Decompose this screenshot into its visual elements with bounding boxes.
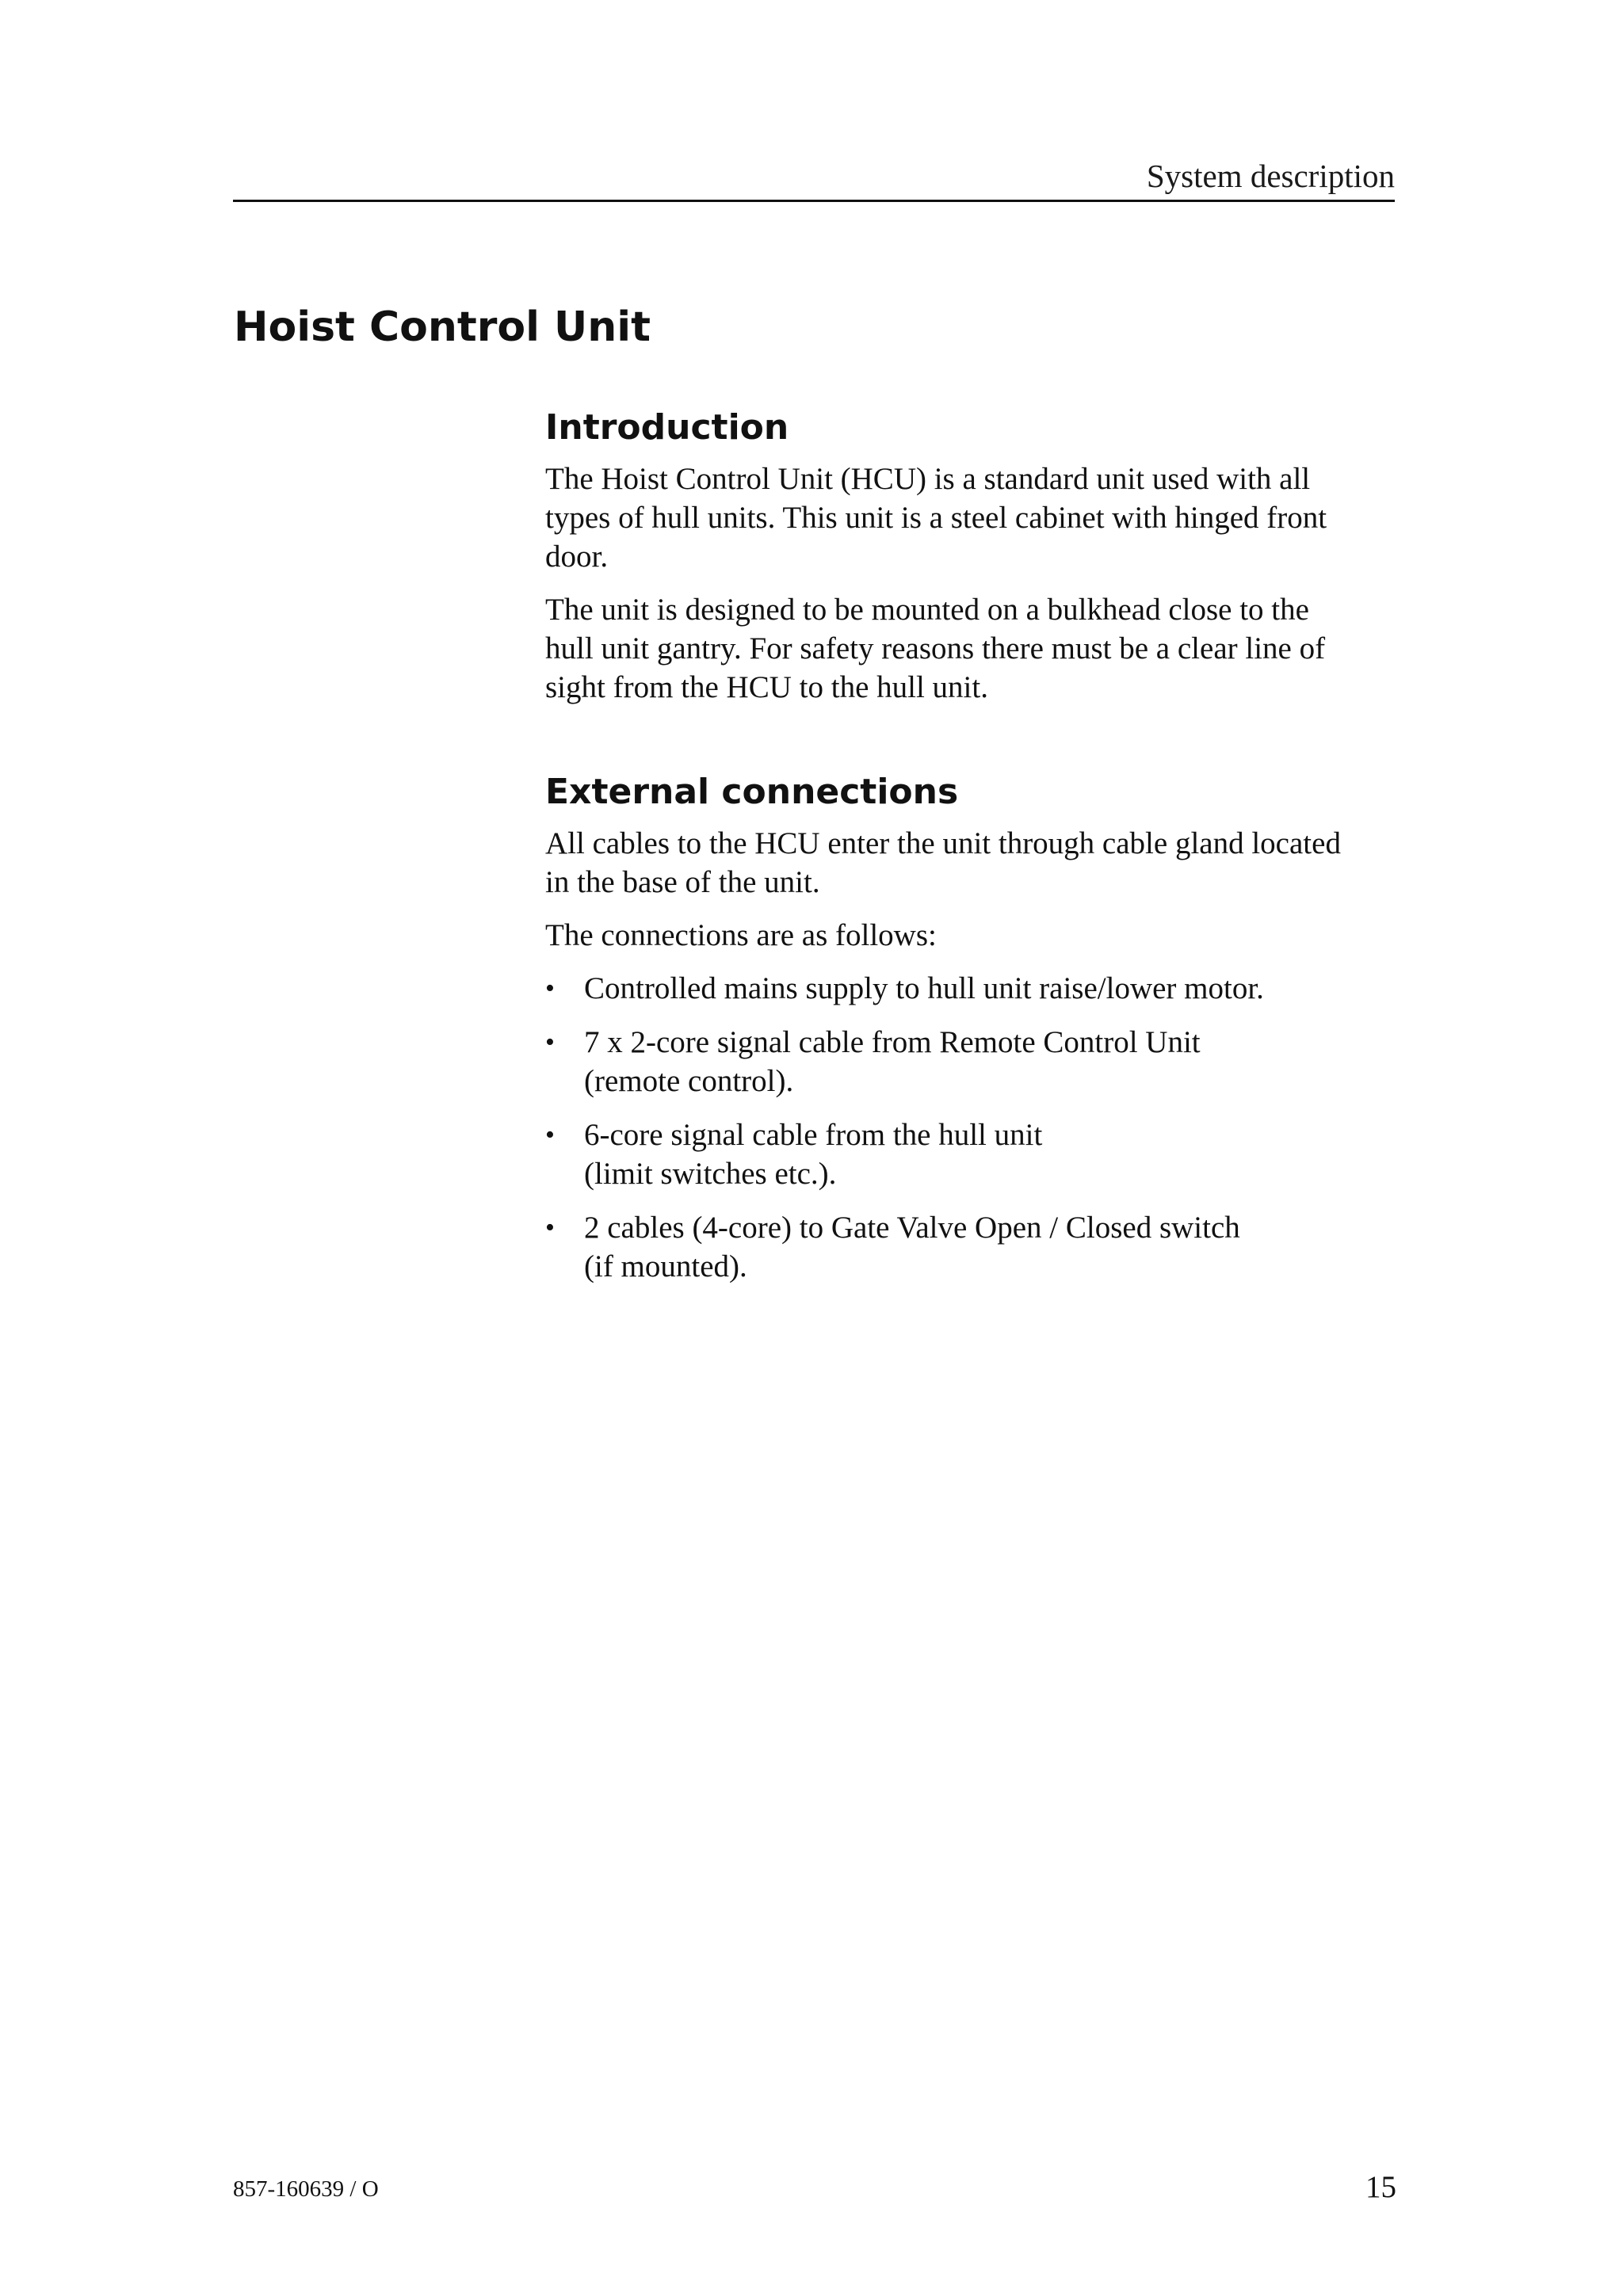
running-header: System description [1146,158,1395,194]
text-line: 6-core signal cable from the hull unit [584,1118,1043,1152]
text-line: 7 x 2-core signal cable from Remote Control Unit [584,1025,1201,1059]
text-line: door. [545,540,609,574]
list-item [545,969,1401,1008]
list-item [545,1116,1401,1193]
external-connections-heading: External connections [545,772,959,812]
text-line: hull unit gantry. For safety reasons there must be a clear line of [545,631,1326,666]
text-line: Controlled mains supply to hull unit raise/lower motor. [584,971,1264,1005]
list-item [545,1208,1401,1286]
connections-list [545,969,1401,1286]
text-line: All cables to the HCU enter the unit through cable gland located [545,826,1341,860]
text-line: types of hull units. This unit is a steel cabinet with hinged front [545,501,1327,535]
bullet-icon: • [545,1028,555,1057]
text-line: sight from the HCU to the hull unit. [545,670,988,704]
connections-paragraph-1 [545,824,1401,902]
chapter-title: Hoist Control Unit [234,303,651,351]
text-line: (limit switches etc.). [584,1157,837,1191]
content-column [545,396,1401,1301]
header-rule [233,200,1395,202]
bullet-icon: • [545,1213,555,1242]
text-line: 2 cables (4-core) to Gate Valve Open / Closed switch [584,1211,1240,1245]
list-item [545,1023,1401,1100]
text-line: in the base of the unit. [545,865,820,899]
connections-paragraph-2 [545,916,1401,955]
intro-paragraph-1 [545,460,1401,576]
introduction-heading: Introduction [545,407,789,448]
document-number: 857-160639 / O [233,2176,379,2202]
text-line: (if mounted). [584,1249,747,1283]
text-line: The Hoist Control Unit (HCU) is a standard unit used with all [545,462,1311,496]
section-spacer [545,721,1401,761]
bullet-icon: • [545,974,555,1003]
text-line: The connections are as follows: [545,918,937,952]
text-line: The unit is designed to be mounted on a bulkhead close to the [545,593,1309,627]
intro-paragraph-2 [545,590,1401,707]
bullet-icon: • [545,1120,555,1150]
page-number: 15 [1365,2170,1396,2204]
text-line: (remote control). [584,1064,794,1098]
